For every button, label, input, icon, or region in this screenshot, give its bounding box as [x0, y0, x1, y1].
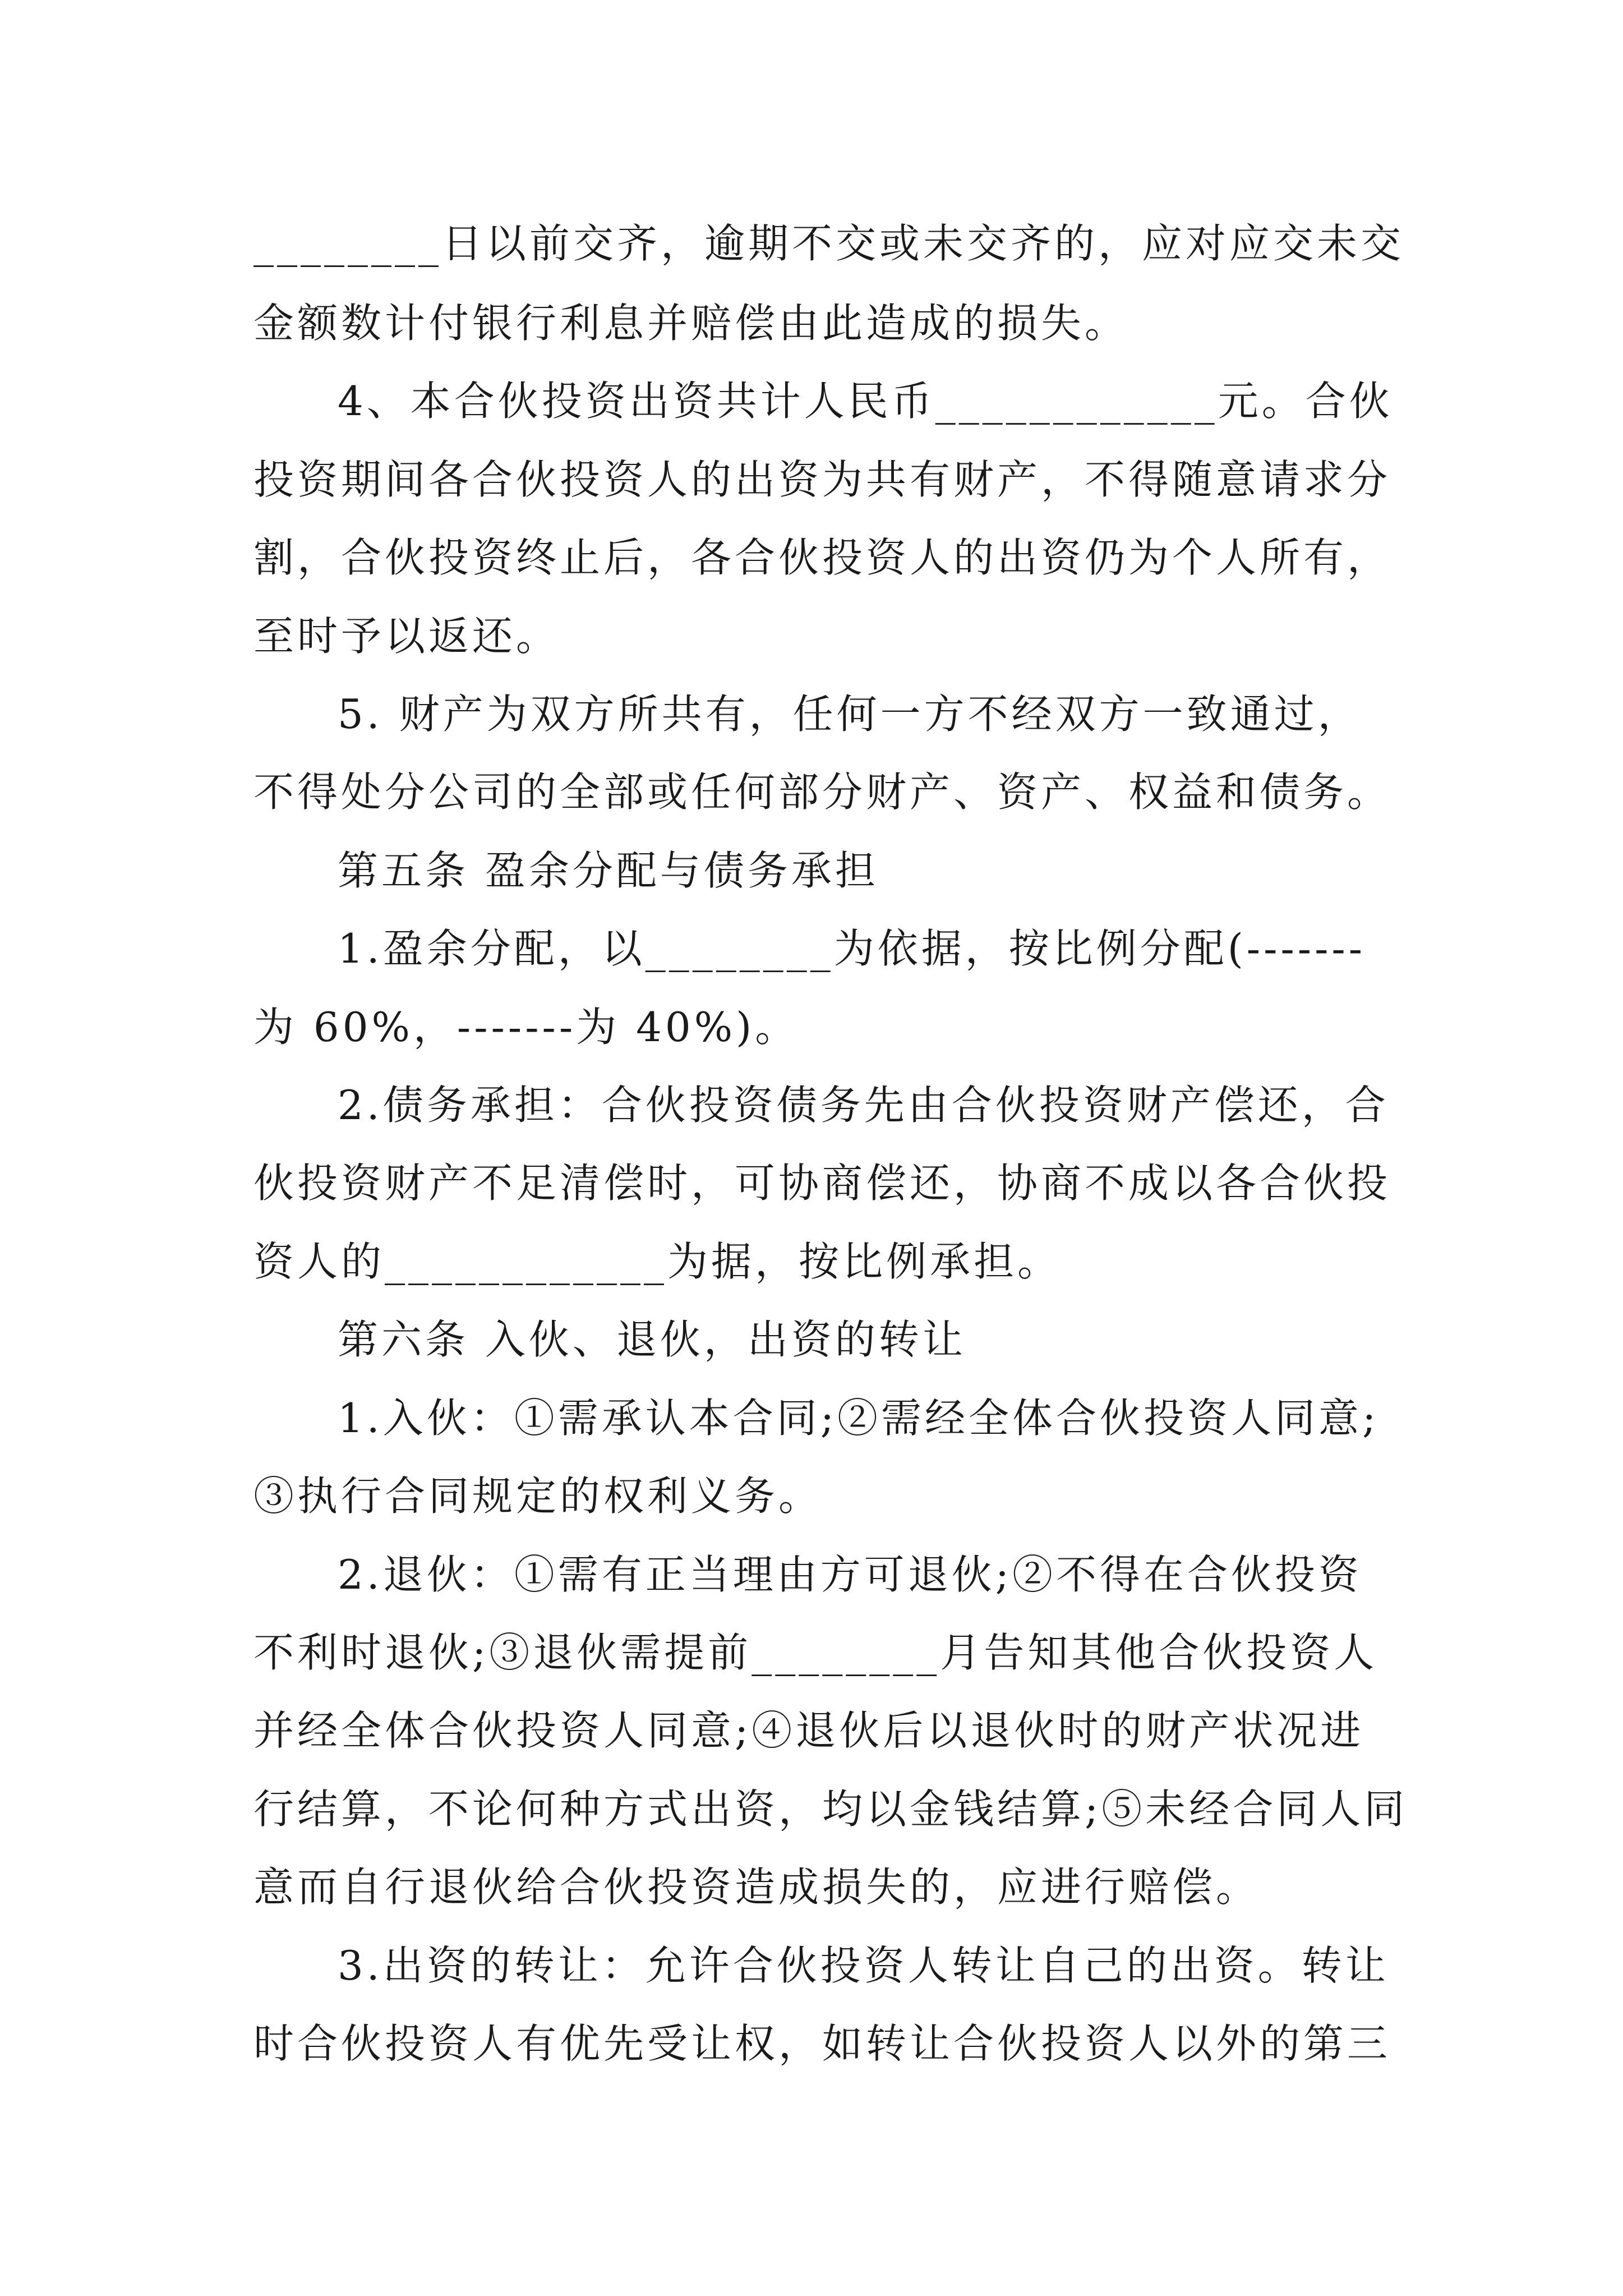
text-line: ③执行合同规定的权利义务。 — [253, 1473, 823, 1520]
text-line: ________日以前交齐，逾期不交或未交齐的，应对应交未交 — [253, 220, 1405, 267]
section-heading: 第五条 盈余分配与债务承担 — [338, 847, 879, 894]
text-line: 意而自行退伙给合伙投资造成损失的，应进行赔偿。 — [253, 1864, 1260, 1911]
text-line: 金额数计付银行利息并赔偿由此造成的损失。 — [253, 300, 1129, 347]
text-line: 1.盈余分配，以________为依据，按比例分配(------- — [338, 925, 1366, 972]
text-line: 1.入伙：①需承认本合同;②需经全体合伙投资人同意; — [338, 1395, 1380, 1442]
text-line: 2.债务承担：合伙投资债务先由合伙投资财产偿还，合 — [338, 1082, 1389, 1129]
text-line: 伙投资财产不足清偿时，可协商偿还，协商不成以各合伙投 — [253, 1159, 1391, 1207]
text-line: 资人的____________为据，按比例承担。 — [253, 1238, 1062, 1285]
text-line: 2.退伙：①需有正当理由方可退伙;②不得在合伙投资 — [338, 1551, 1362, 1598]
text-line: 5. 财产为双方所共有，任何一方不经双方一致通过， — [338, 691, 1362, 738]
section-heading: 第六条 入伙、退伙，出资的转让 — [338, 1316, 966, 1363]
text-line: 不得处分公司的全部或任何部分财产、资产、权益和债务。 — [253, 769, 1391, 816]
text-line: 时合伙投资人有优先受让权，如转让合伙投资人以外的第三 — [253, 2020, 1391, 2067]
text-line: 并经全体合伙投资人同意;④退伙后以退伙时的财产状况进 — [253, 1707, 1364, 1754]
text-line: 至时予以返还。 — [253, 613, 560, 660]
text-line: 投资期间各合伙投资人的出资为共有财产，不得随意请求分 — [253, 456, 1391, 503]
text-line: 行结算，不论何种方式出资，均以金钱结算;⑤未经合同人同 — [253, 1786, 1408, 1833]
text-line: 不利时退伙;③退伙需提前________月告知其他合伙投资人 — [253, 1629, 1378, 1676]
text-line: 割，合伙投资终止后，各合伙投资人的出资仍为个人所有， — [253, 534, 1391, 581]
text-line: 3.出资的转让：允许合伙投资人转让自己的出资。转让 — [338, 1942, 1389, 1989]
text-line: 4、本合伙投资出资共计人民币____________元。合伙 — [338, 378, 1393, 425]
text-line: 为 60%，-------为 40%)。 — [253, 1004, 799, 1051]
